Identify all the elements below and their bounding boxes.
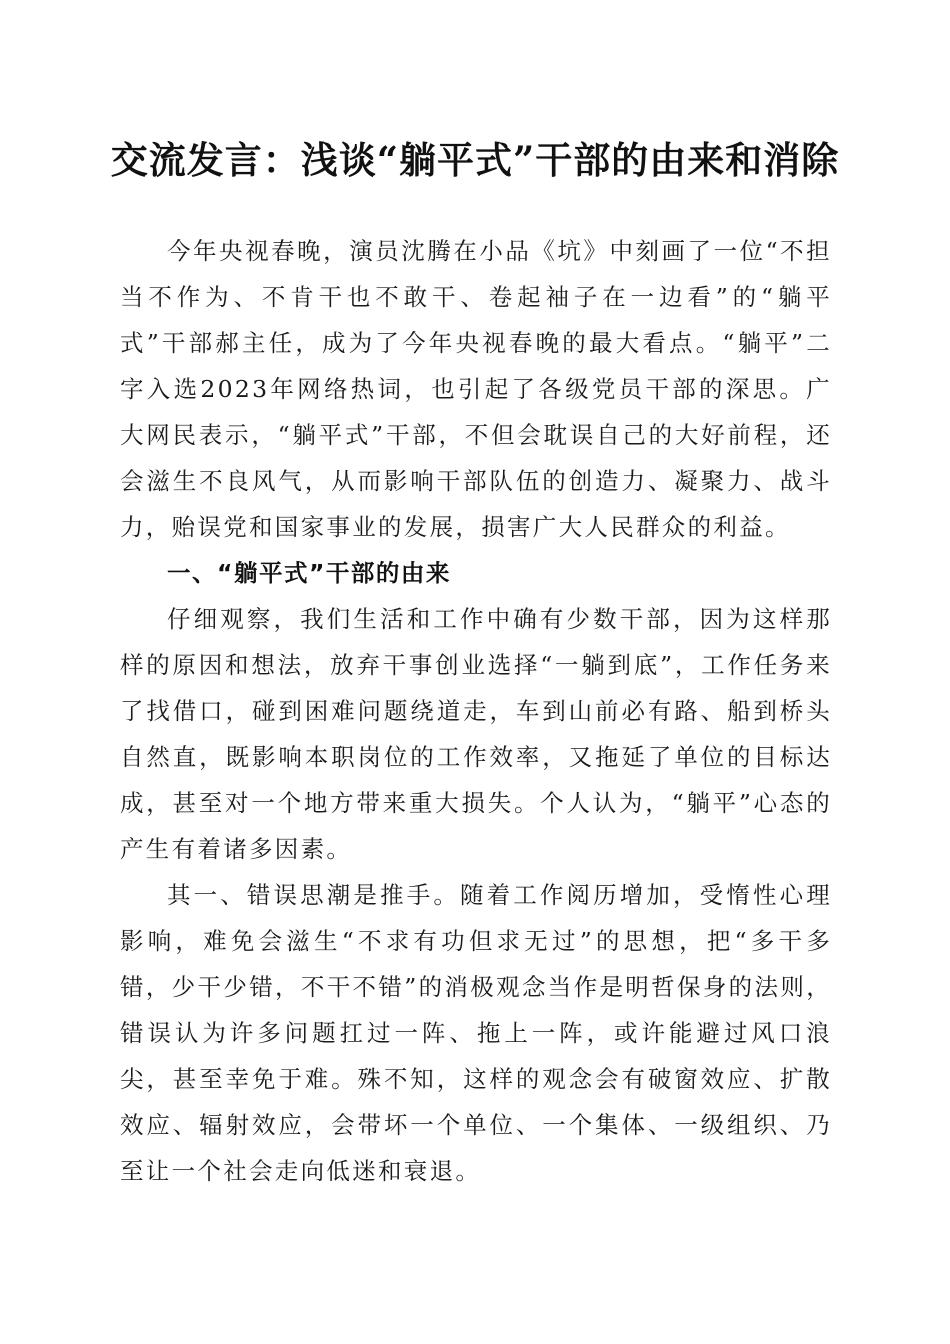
section1-paragraph-2: 其一、错误思潮是推手。随着工作阅历增加，受惰性心理影响，难免会滋生“不求有功但求无过”的思想，把“多干多错，少干少错，不干不错”的消极观念当作是明哲保身的法则，错误认为许多问题扛过一阵、拖上一阵，或许能避过风口浪尖，甚至幸免于难。殊不知，这样的观念会有破窗效应、扩散效应、辐射效应，会带坏一个单位、一个集体、一级组织、乃至让一个社会走向低迷和衰退。: [120, 881, 833, 1185]
document-body: [120, 228, 832, 1194]
intro-paragraph: 今年央视春晚，演员沈腾在小品《坑》中刻画了一位“不担当不作为、不肯干也不敢干、卷起袖子在一边看”的“躺平式”干部郝主任，成为了今年央视春晚的最大看点。“躺平”二字入选2023年网络热词，也引起了各级党员干部的深思。广大网民表示，“躺平式”干部，不但会耽误自己的大好前程，还会滋生不良风气，从而影响干部队伍的创造力、凝聚力、战斗力，贻误党和国家事业的发展，损害广大人民群众的利益。: [120, 237, 832, 541]
section1-paragraph-1: 仔细观察，我们生活和工作中确有少数干部，因为这样那样的原因和想法，放弃干事创业选择“一躺到底”，工作任务来了找借口，碰到困难问题绕道走，车到山前必有路、船到桥头自然直，既影响本职岗位的工作效率，又拖延了单位的目标达成，甚至对一个地方带来重大损失。个人认为，“躺平”心态的产生有着诸多因素。: [120, 605, 832, 863]
document-title: 交流发言：浅谈“躺平式”干部的由来和消除: [110, 138, 840, 182]
section-heading-1: 一、“躺平式”干部的由来: [167, 559, 451, 587]
